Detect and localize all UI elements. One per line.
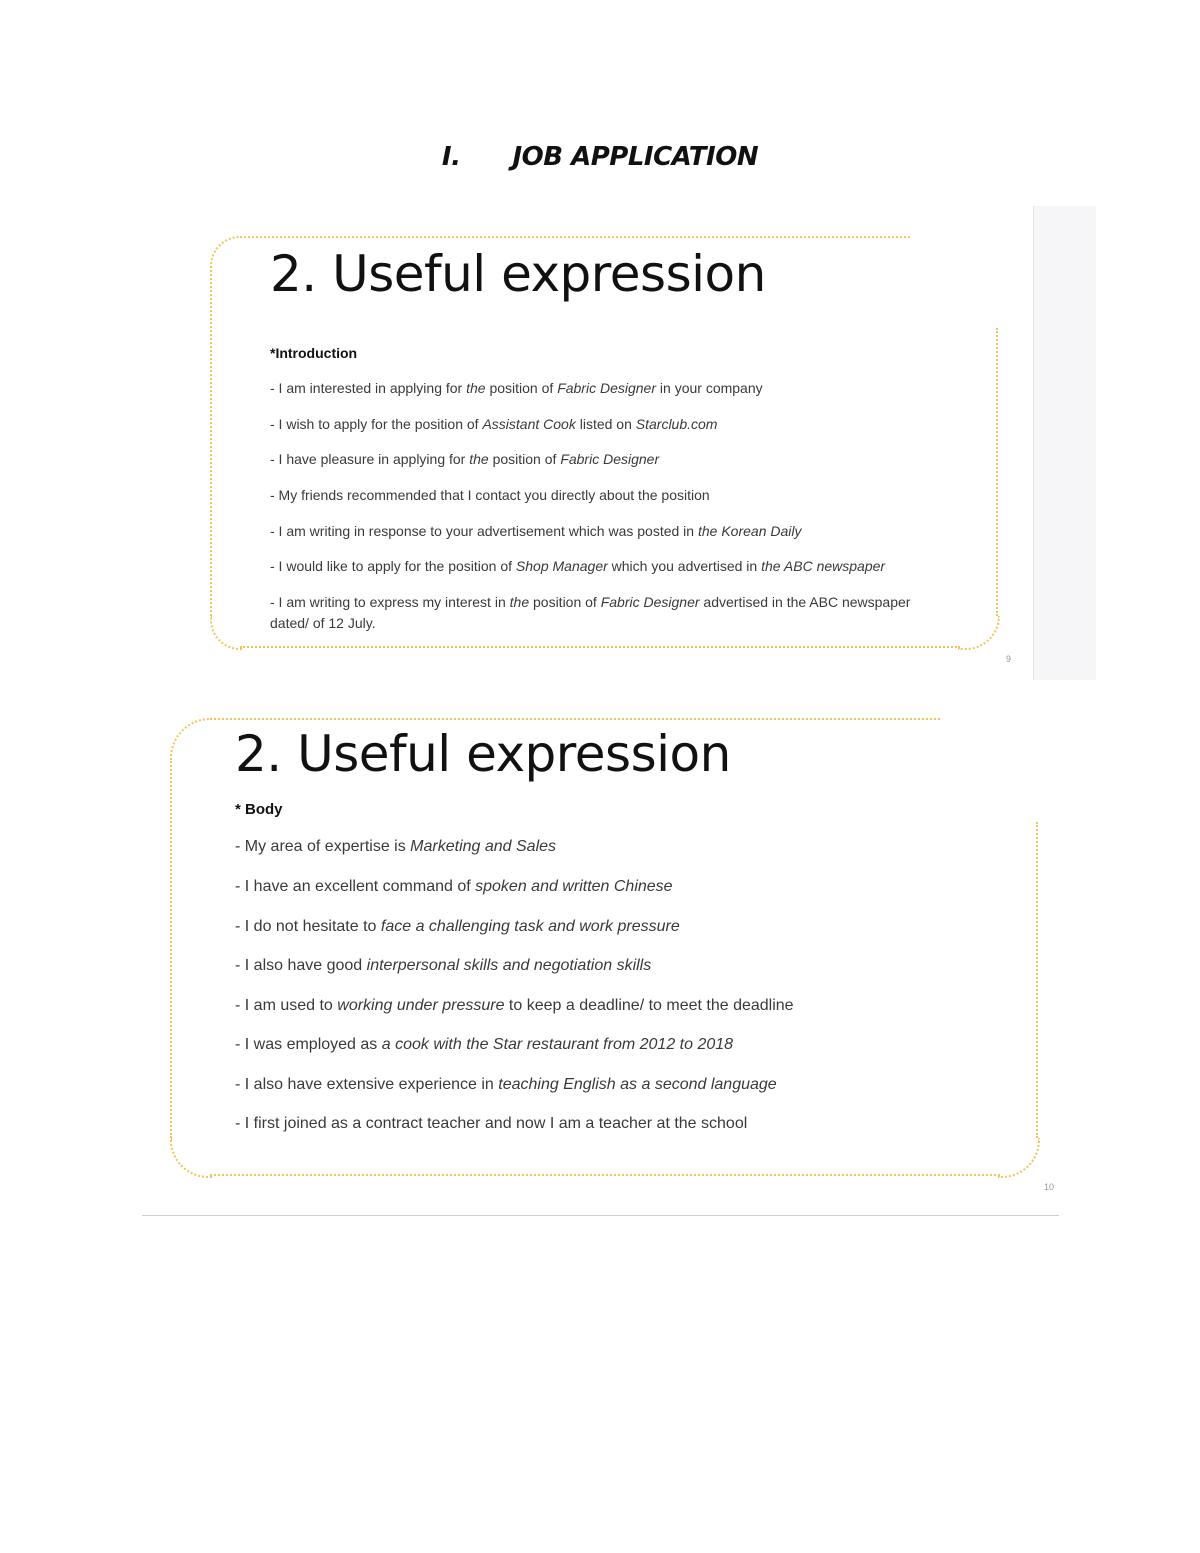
text: - I do not hesitate to [235, 918, 381, 935]
expression-line [235, 1115, 747, 1133]
expression-line [235, 878, 673, 896]
text: - I wish to apply for the position of [270, 416, 483, 432]
text: which you advertised in [607, 558, 762, 574]
italic-text: interpersonal skills and negotiation skills [366, 957, 652, 974]
text: - I also have extensive experience in [235, 1076, 499, 1093]
text: - I would like to apply for the position of [270, 558, 516, 574]
italic-text: Fabric Designer [600, 594, 700, 610]
text: - I have pleasure in applying for [270, 451, 470, 467]
italic-text: the ABC newspaper [761, 558, 886, 574]
slide-title: 2. Useful expression [270, 245, 766, 303]
italic-text: spoken and written Chinese [475, 878, 673, 895]
text: dated/ of 12 July. [270, 615, 376, 631]
italic-text: Starclub.com [635, 416, 718, 432]
italic-text: a cook with the Star restaurant from 2012 to 2018 [381, 1036, 734, 1053]
page-number: 10 [1044, 1182, 1055, 1192]
italic-text: working under pressure [337, 997, 505, 1014]
expression-line [235, 1076, 777, 1094]
text: - I am writing to express my interest in [270, 594, 510, 610]
italic-text: Fabric Designer [560, 451, 660, 467]
italic-text: the [509, 594, 530, 610]
italic-text: Fabric Designer [557, 380, 657, 396]
page-number: 9 [1006, 654, 1012, 664]
text: to keep a deadline/ to meet the deadline [504, 997, 794, 1014]
text: position of [488, 451, 561, 467]
expression-line [235, 957, 651, 975]
text: - I was employed as [235, 1036, 382, 1053]
text: - I also have good [235, 957, 367, 974]
text: - I first joined as a contract teacher and now I am a teacher at the school [235, 1115, 748, 1132]
slide-title: 2. Useful expression [235, 725, 731, 783]
italic-text: face a challenging task and work pressure [380, 918, 680, 935]
text: - My area of expertise is [235, 838, 411, 855]
section-label: * Body [235, 801, 283, 818]
heading-title: JOB APPLICATION [512, 142, 759, 172]
italic-text: the [469, 451, 489, 467]
expression-line [235, 997, 794, 1015]
heading-number: I. [441, 142, 461, 172]
italic-text: teaching English as a second language [498, 1076, 777, 1093]
italic-text: the Korean Daily [697, 523, 802, 539]
expression-line [235, 838, 556, 856]
text: advertised in the ABC newspaper [699, 594, 911, 610]
italic-text: Assistant Cook [482, 416, 576, 432]
text: - I have an excellent command of [235, 878, 476, 895]
text: listed on [575, 416, 636, 432]
page-divider [142, 1215, 1059, 1216]
italic-text: Marketing and Sales [410, 838, 557, 855]
expression-line [235, 918, 680, 936]
text: - I am writing in response to your advertisement which was posted in [270, 523, 698, 539]
text: position of [485, 380, 558, 396]
expression-line [235, 1036, 733, 1054]
italic-text: Shop Manager [515, 558, 608, 574]
text: - My friends recommended that I contact you directly about the position [270, 487, 710, 503]
text: position of [529, 594, 601, 610]
section-label: *Introduction [270, 345, 358, 361]
text: in your company [656, 380, 763, 396]
italic-text: the [466, 380, 486, 396]
text: - I am used to [235, 997, 338, 1014]
text: - I am interested in applying for [270, 380, 467, 396]
